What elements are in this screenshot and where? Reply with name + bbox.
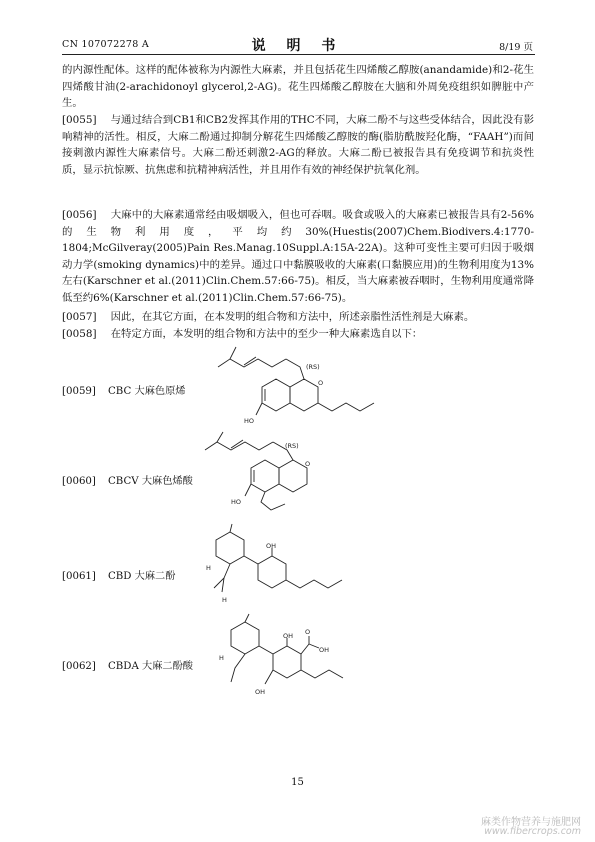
page-number: 15 [291,777,304,788]
paragraph-number: [0059] [62,386,96,397]
cbc-structure [210,345,410,445]
carboxyl-label: OH [319,646,330,654]
compound-cbd-label [62,567,175,582]
paragraph-number: [0062] [62,661,96,672]
cbd-structure [200,522,350,617]
paragraph-number: [0060] [62,476,96,487]
page-title: 说 明 书 [251,38,344,54]
compound-name: CBD 大麻二酚 [108,571,176,582]
paragraph-text: 与通过结合到CB1和CB2发挥其作用的THC不同，大麻二酚不与这些受体结合，因此没有影响精神的活性。相反，大麻二酚通过抑制分解花生四烯酸乙醇胺的酶(脂肪酰胺羟化酶，“FAAH”)而间接刺激内源性大麻素信号。大麻二酚还刺激2-AG的释放。大麻二酚已被报告具有免疫调节和抗炎性质，显示抗惊厥、抗焦虑和抗精神病活性，并且用作有效的神经保护抗氧化剂。 [62,114,534,176]
hydrogen-label: H [206,564,211,572]
hydroxyl-label: OH [283,632,294,640]
paragraph-text: 因此，在其它方面，在本发明的组合物和方法中，所述亲脂性活性剂是大麻素。 [110,311,475,323]
paragraph-number: [0058] [62,328,97,340]
cbda-structure [205,612,355,712]
watermark-url: www.fibercrops.com [484,826,581,837]
cbcv-structure [205,432,405,532]
stereo-label: (RS) [285,442,299,450]
carboxyl-label: O [305,628,311,636]
hydroxyl-label: HO [231,498,242,506]
compound-cbc-label [62,382,185,397]
paragraph-continued [62,62,534,112]
patent-number: CN 107072278 A [62,39,150,50]
compound-cbda-label [62,657,193,672]
compound-name: CBCV 大麻色烯酸 [108,476,193,487]
compound-name: CBDA 大麻二酚酸 [108,661,193,672]
paragraph-0055 [62,112,534,178]
hydrogen-label: H [222,596,227,604]
paragraph-0057 [62,309,534,326]
paragraph-0058 [62,326,534,343]
hydroxyl-label: OH [255,688,266,696]
paragraph-number: [0057] [62,311,97,323]
ring-oxygen-label: O [318,379,324,387]
compound-cbcv-label [62,472,193,487]
hydrogen-label: H [219,654,224,662]
paragraph-text: 在特定方面，本发明的组合物和方法中的至少一种大麻素选自以下： [110,328,423,340]
header-divider [62,54,535,55]
page-count: 8/19 页 [499,42,533,53]
paragraph-text: 大麻中的大麻素通常经由吸烟吸入，但也可吞咽。吸食或吸入的大麻素已被报告具有2-56%的生物利用度，平均约30%(Huestis(2007)Chem.Biodivers.4:1770-1804;McGilveray(2005)Pain Res.Manag.10Suppl.A:15A-22A)。这种可变性主要可归因于吸烟动力学(smoking dynamics)中的差异。通过口中黏膜吸收的大麻素(口黏膜应用)的生物利用度为13%左右(Karschner et al.(2011)Clin.Chem.57:66-75)。相反，当大麻素被吞咽时，生物利用度通常降低至约6%(Karschner et al.(2011)Clin.Chem.57:66-75)。 [62,209,534,304]
paragraph-text: 的内源性配体。这样的配体被称为内源性大麻素，并且包括花生四烯酸乙醇胺(anandamide)和2-花生四烯酸甘油(2-arachidonoyl glycerol,2-AG)。花生四烯酸乙醇胺在大脑和外周免疫组织如脾脏中产生。 [62,64,534,110]
compound-name: CBC 大麻色原烯 [108,386,186,397]
paragraph-number: [0055] [62,114,97,126]
stereo-label: (RS) [306,363,320,371]
paragraph-number: [0061] [62,571,96,582]
hydroxyl-label: OH [266,542,277,550]
paragraph-number: [0056] [62,209,97,221]
watermark-title: 麻类作物营养与施肥网 [481,817,581,828]
hydroxyl-label: HO [244,417,255,425]
ring-oxygen-label: O [305,460,311,468]
paragraph-0056 [62,207,534,307]
